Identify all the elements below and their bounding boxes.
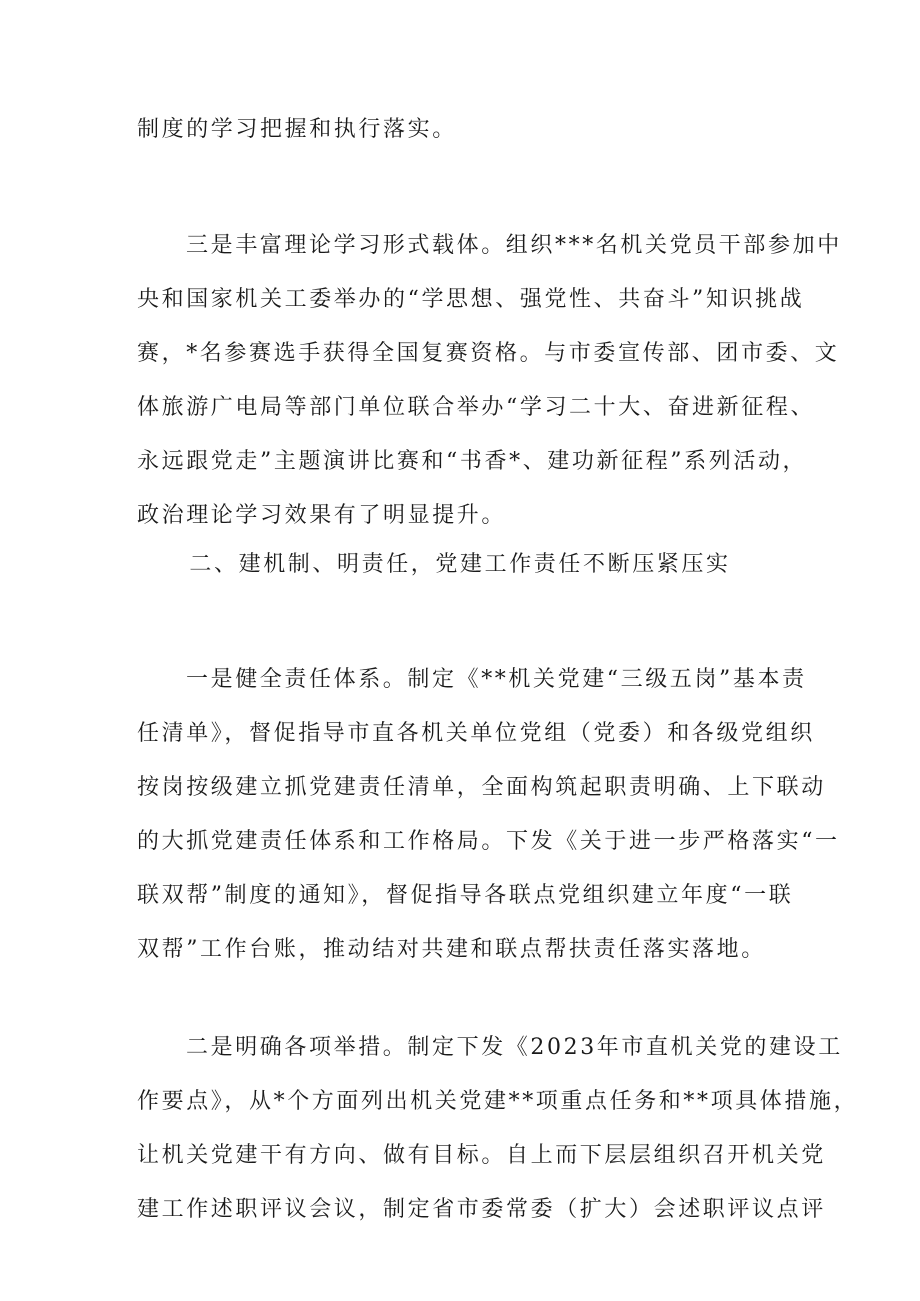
paragraph-2-line-6: 政治理论学习效果有了明显提升。 (137, 503, 507, 528)
paragraph-3-line-5: 联双帮”制度的通知》，督促指导各联点党组织建立年度“一联 (137, 883, 794, 908)
paragraph-2-line-4: 体旅游广电局等部门单位联合举办“学习二十大、奋进新征程、 (137, 395, 816, 420)
paragraph-4-line-3: 让机关党建干有方向、做有目标。自上而下层层组织召开机关党 (137, 1143, 826, 1168)
paragraph-2-line-3: 赛，*名参赛选手获得全国复赛资格。与市委宣传部、团市委、文 (137, 341, 840, 366)
paragraph-4-line-2: 作要点》，从*个方面列出机关党建**项重点任务和**项具体措施， (137, 1089, 859, 1114)
paragraph-3-line-2: 任清单》，督促指导市直各机关单位党组（党委）和各级党组织 (137, 721, 815, 746)
paragraph-2-line-2: 央和国家机关工委举办的“学思想、强党性、共奋斗”知识挑战 (137, 287, 805, 312)
paragraph-4-line-4: 建工作述职评议会议，制定省市委常委（扩大）会述职评议点评 (137, 1197, 826, 1222)
paragraph-1-line-1: 制度的学习把握和执行落实。 (137, 117, 457, 142)
paragraph-3-line-3: 按岗按级建立抓党建责任清单，全面构筑起职责明确、上下联动 (137, 775, 826, 800)
paragraph-3-line-6: 双帮”工作台账，推动结对共建和联点帮扶责任落实落地。 (137, 937, 766, 962)
paragraph-3-line-1: 一是健全责任体系。制定《**机关党建“三级五岗”基本责 (186, 667, 807, 692)
paragraph-3-line-4: 的大抓党建责任体系和工作格局。下发《关于进一步严格落实“一 (137, 829, 840, 854)
section-heading: 二、建机制、明责任，党建工作责任不断压紧压实 (189, 552, 731, 577)
paragraph-2-line-5: 永远跟党走”主题演讲比赛和“书香*、建功新征程”系列活动， (137, 449, 808, 474)
paragraph-4-line-1: 二是明确各项举措。制定下发《2023年市直机关党的建设工 (186, 1035, 843, 1060)
paragraph-2-line-1: 三是丰富理论学习形式载体。组织***名机关党员干部参加中 (186, 233, 842, 258)
